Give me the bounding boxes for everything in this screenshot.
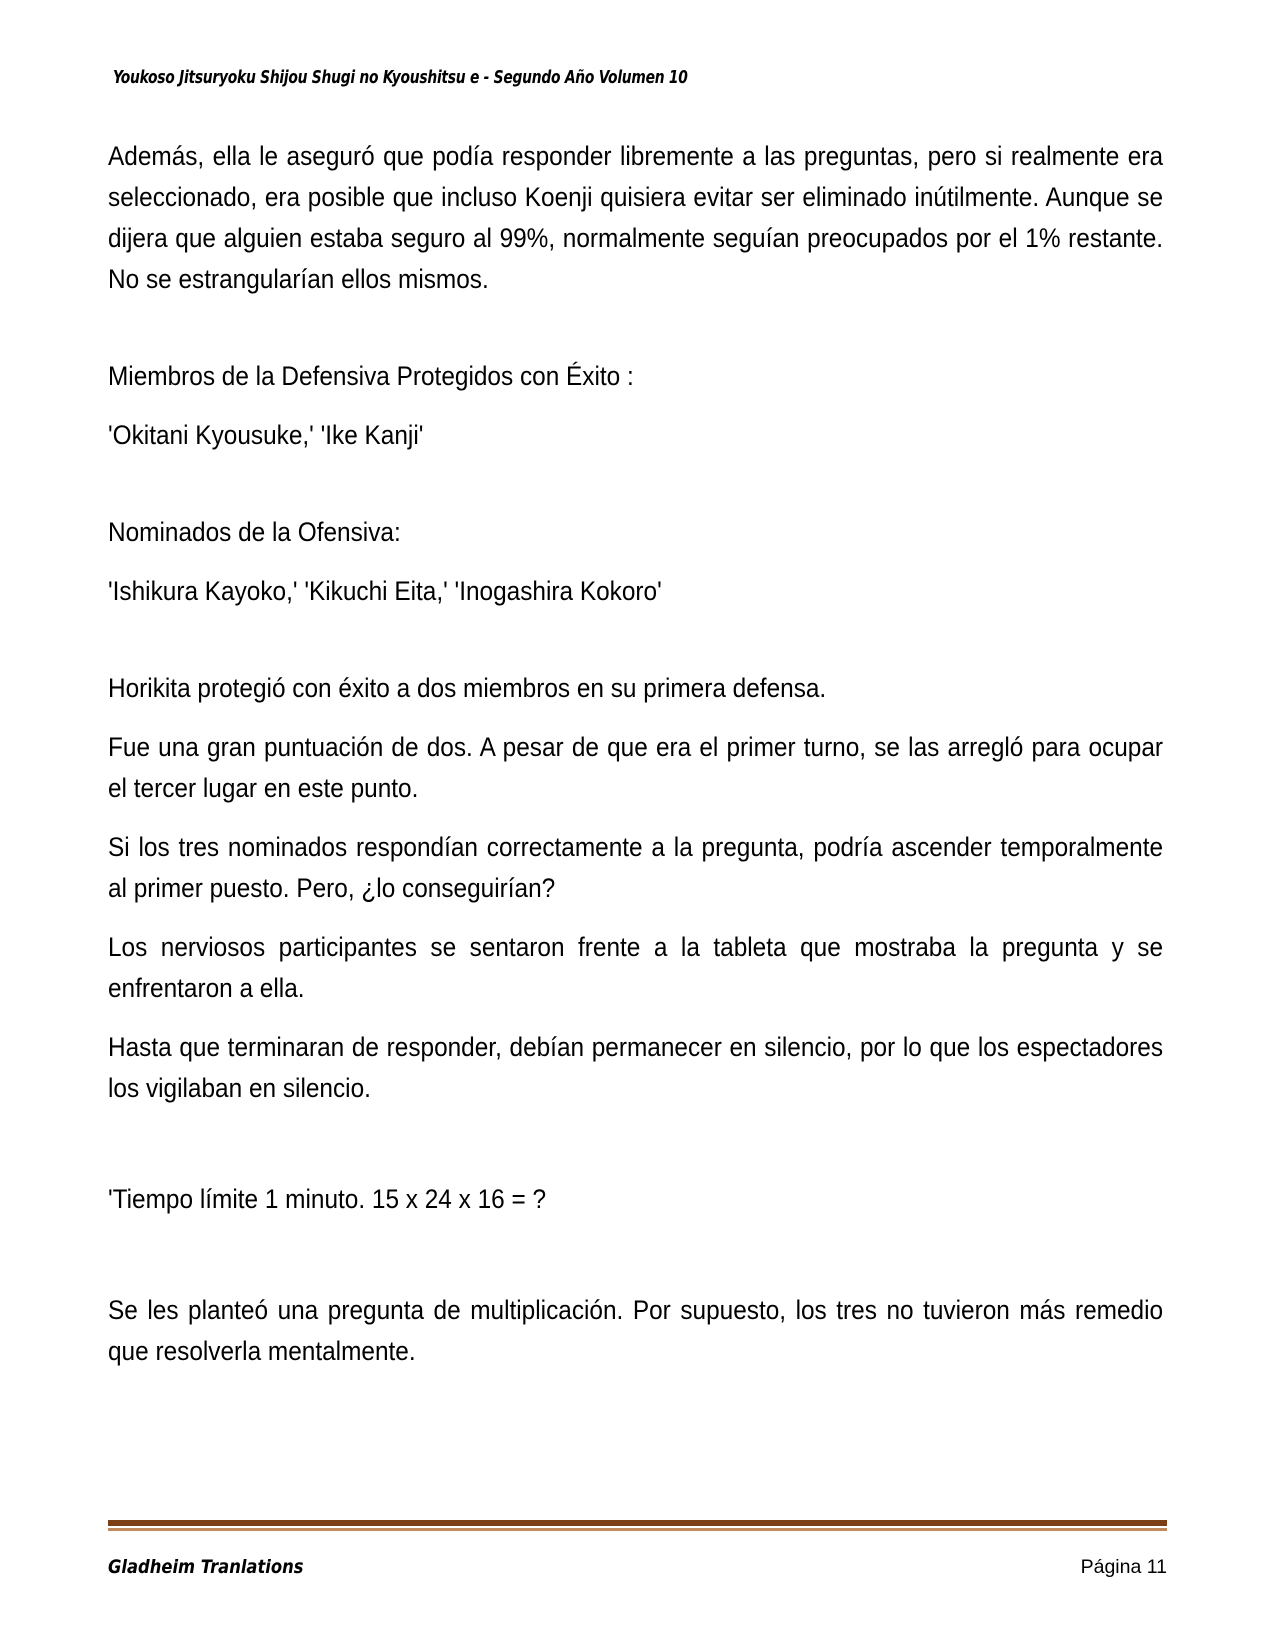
spacer xyxy=(108,456,1163,512)
spacer xyxy=(108,1009,1163,1027)
question-line: 'Tiempo límite 1 minuto. 15 x 24 x 16 = ? xyxy=(108,1184,547,1214)
body-paragraph-2: Horikita protegió con éxito a dos miembros en su primera defensa. xyxy=(108,673,827,703)
spacer xyxy=(108,709,1163,727)
spacer xyxy=(108,397,1163,415)
spacer xyxy=(108,809,1163,827)
body-paragraph-6: Hasta que terminaran de responder, debían permanecer en silencio, por lo que los espectadores los vigilaban en silencio. xyxy=(108,1032,1164,1103)
body-paragraph-3: Fue una gran puntuación de dos. A pesar de que era el primer turno, se las arregló para ocupar el tercer lugar en este punto. xyxy=(108,732,1164,803)
spacer xyxy=(108,612,1163,668)
body-paragraph-1: Además, ella le aseguró que podía responder libremente a las preguntas, pero si realmente era seleccionado, era posible que incluso Koenji quisiera evitar ser eliminado inútilmente. Aunque se dijera que alguien estaba seguro al 99%, normalmente seguían preocupados por el 1% restante. No se estrangularían ellos mismos. xyxy=(108,141,1164,294)
footer-divider xyxy=(108,1520,1167,1531)
defense-heading: Miembros de la Defensiva Protegidos con Éxito : xyxy=(108,361,634,391)
footer-row xyxy=(108,1556,1167,1579)
footer-rule-light xyxy=(108,1528,1167,1531)
offense-heading: Nominados de la Ofensiva: xyxy=(108,517,401,547)
body-paragraph-4: Si los tres nominados respondían correctamente a la pregunta, podría ascender temporalmente al primer puesto. Pero, ¿lo conseguirían? xyxy=(108,832,1164,903)
footer-brand: Gladheim Tranlations xyxy=(108,1556,304,1578)
defense-names: 'Okitani Kyousuke,' 'Ike Kanji' xyxy=(108,420,424,450)
body-paragraph-7: Se les planteó una pregunta de multiplicación. Por supuesto, los tres no tuvieron más remedio que resolverla mentalmente. xyxy=(108,1295,1164,1366)
spacer xyxy=(108,909,1163,927)
spacer xyxy=(108,553,1163,571)
body-paragraph-5: Los nerviosos participantes se sentaron frente a la tableta que mostraba la pregunta y se enfrentaron a ella. xyxy=(108,932,1164,1003)
spacer xyxy=(108,300,1163,356)
spacer xyxy=(108,1220,1163,1290)
page-header xyxy=(113,68,1162,88)
document-body xyxy=(108,136,1163,1372)
page-footer xyxy=(108,1520,1167,1650)
header-title: Youkoso Jitsuryoku Shijou Shugi no Kyoushitsu e - Segundo Año Volumen 10 xyxy=(113,68,688,88)
spacer xyxy=(108,1109,1163,1179)
footer-page-number: Página 11 xyxy=(1080,1556,1167,1578)
offense-names: 'Ishikura Kayoko,' 'Kikuchi Eita,' 'Inogashira Kokoro' xyxy=(108,576,662,606)
